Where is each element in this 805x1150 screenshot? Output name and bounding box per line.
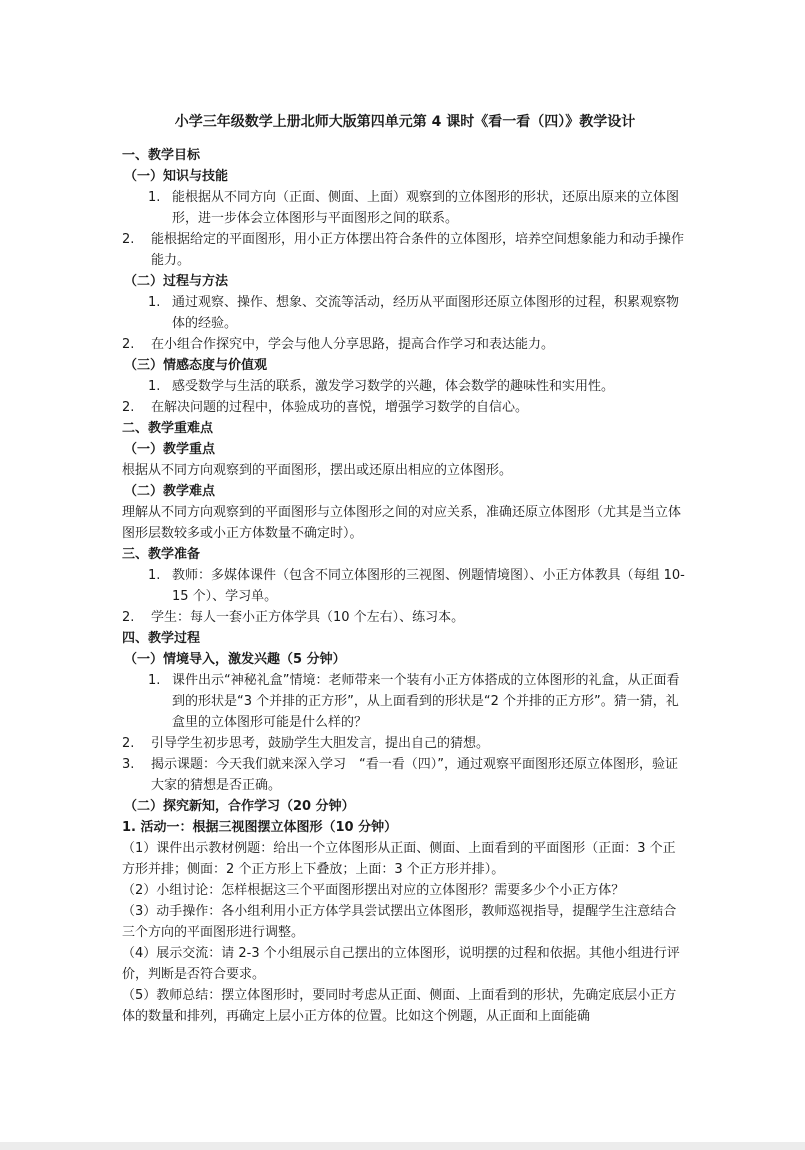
list-number: 1.: [148, 568, 161, 583]
list-number: 3.: [122, 757, 135, 772]
section-heading: 四、教学过程: [122, 631, 201, 646]
list-item: [122, 334, 688, 355]
list-item: [122, 187, 688, 229]
subsection-heading: （一）知识与技能: [124, 169, 229, 184]
list-number: 1.: [148, 673, 161, 688]
list-text: 引导学生初步思考，鼓励学生大胆发言，提出自己的猜想。: [151, 736, 490, 751]
list-number: 2.: [122, 232, 135, 247]
list-text: 课件出示“神秘礼盒”情境：老师带来一个装有小正方体搭成的立体图形的礼盒，从正面看到的形状是“3 个并排的正方形”，从上面看到的形状是“2 个并排的正方形”。猜一猜，礼盒里的立体图形可能是什么样的？: [172, 673, 680, 730]
list-text: 教师：多媒体课件（包含不同立体图形的三视图、例题情境图）、小正方体教具（每组 10-15 个）、学习单。: [172, 568, 685, 604]
list-item: [122, 670, 688, 733]
list-number: 1.: [148, 295, 161, 310]
activity-heading: 1. 活动一：根据三视图摆立体图形（10 分钟）: [122, 820, 398, 835]
list-text: 在解决问题的过程中，体验成功的喜悦，增强学习数学的自信心。: [151, 400, 529, 415]
list-item: [122, 733, 688, 754]
subsection-heading: （二）过程与方法: [124, 274, 229, 289]
list-text: 通过观察、操作、想象、交流等活动，经历从平面图形还原立体图形的过程，积累观察物体的经验。: [172, 295, 680, 331]
list-item: [122, 754, 688, 796]
paragraph: 理解从不同方向观察到的平面图形与立体图形之间的对应关系，准确还原立体图形（尤其是当立体图形层数较多或小正方体数量不确定时）。: [122, 505, 682, 541]
list-text: 揭示课题：今天我们就来深入学习 “看一看（四）”，通过观察平面图形还原立体图形，验证大家的猜想是否正确。: [151, 757, 678, 793]
subsection-heading: （二）探究新知，合作学习（20 分钟）: [124, 799, 355, 814]
list-text: 在小组合作探究中，学会与他人分享思路，提高合作学习和表达能力。: [151, 337, 555, 352]
list-item: [122, 397, 688, 418]
section-heading: 二、教学重难点: [122, 421, 214, 436]
list-text: 学生：每人一套小正方体学具（10 个左右）、练习本。: [151, 610, 465, 625]
list-text: 感受数学与生活的联系，激发学习数学的兴趣，体会数学的趣味性和实用性。: [172, 379, 615, 394]
list-number: 2.: [122, 736, 135, 751]
list-number: 1.: [148, 379, 161, 394]
list-number: 2.: [122, 337, 135, 352]
subsection-heading: （三）情感态度与价值观: [124, 358, 268, 373]
paragraph: （4）展示交流：请 2-3 个小组展示自己摆出的立体图形，说明摆的过程和依据。其他小组进行评价，判断是否符合要求。: [122, 946, 680, 982]
paragraph: （5）教师总结：摆立体图形时，要同时考虑从正面、侧面、上面看到的形状，先确定底层小正方体的数量和排列，再确定上层小正方体的位置。比如这个例题，从正面和上面能确: [122, 988, 677, 1024]
list-text: 能根据从不同方向（正面、侧面、上面）观察到的立体图形的形状，还原出原来的立体图形，进一步体会立体图形与平面图形之间的联系。: [172, 190, 680, 226]
section-heading: 三、教学准备: [122, 547, 201, 562]
document-title: 小学三年级数学上册北师大版第四单元第 4 课时《看一看（四）》教学设计: [174, 114, 636, 130]
list-number: 2.: [122, 400, 135, 415]
section-heading: 一、教学目标: [122, 148, 201, 163]
list-number: 2.: [122, 610, 135, 625]
paragraph: （3）动手操作：各小组利用小正方体学具尝试摆出立体图形，教师巡视指导，提醒学生注意结合三个方向的平面图形进行调整。: [122, 904, 677, 940]
paragraph: （2）小组讨论：怎样根据这三个平面图形摆出对应的立体图形？需要多少个小正方体？: [122, 883, 625, 898]
subsection-heading: （一）情境导入，激发兴趣（5 分钟）: [124, 652, 346, 667]
list-item: [122, 565, 688, 607]
subsection-heading: （二）教学难点: [124, 484, 216, 499]
list-item: [122, 607, 688, 628]
paragraph: 根据从不同方向观察到的平面图形，摆出或还原出相应的立体图形。: [122, 463, 513, 478]
list-item: [122, 376, 688, 397]
subsection-heading: （一）教学重点: [124, 442, 216, 457]
list-number: 1.: [148, 190, 161, 205]
document-body: [122, 112, 688, 1027]
page-bottom-edge: [0, 1142, 805, 1150]
list-item: [122, 229, 688, 271]
list-item: [122, 292, 688, 334]
list-text: 能根据给定的平面图形，用小正方体摆出符合条件的立体图形，培养空间想象能力和动手操作能力。: [151, 232, 685, 268]
paragraph: （1）课件出示教材例题：给出一个立体图形从正面、侧面、上面看到的平面图形（正面：3 个正方形并排；侧面：2 个正方形上下叠放；上面：3 个正方形并排）。: [122, 841, 676, 877]
